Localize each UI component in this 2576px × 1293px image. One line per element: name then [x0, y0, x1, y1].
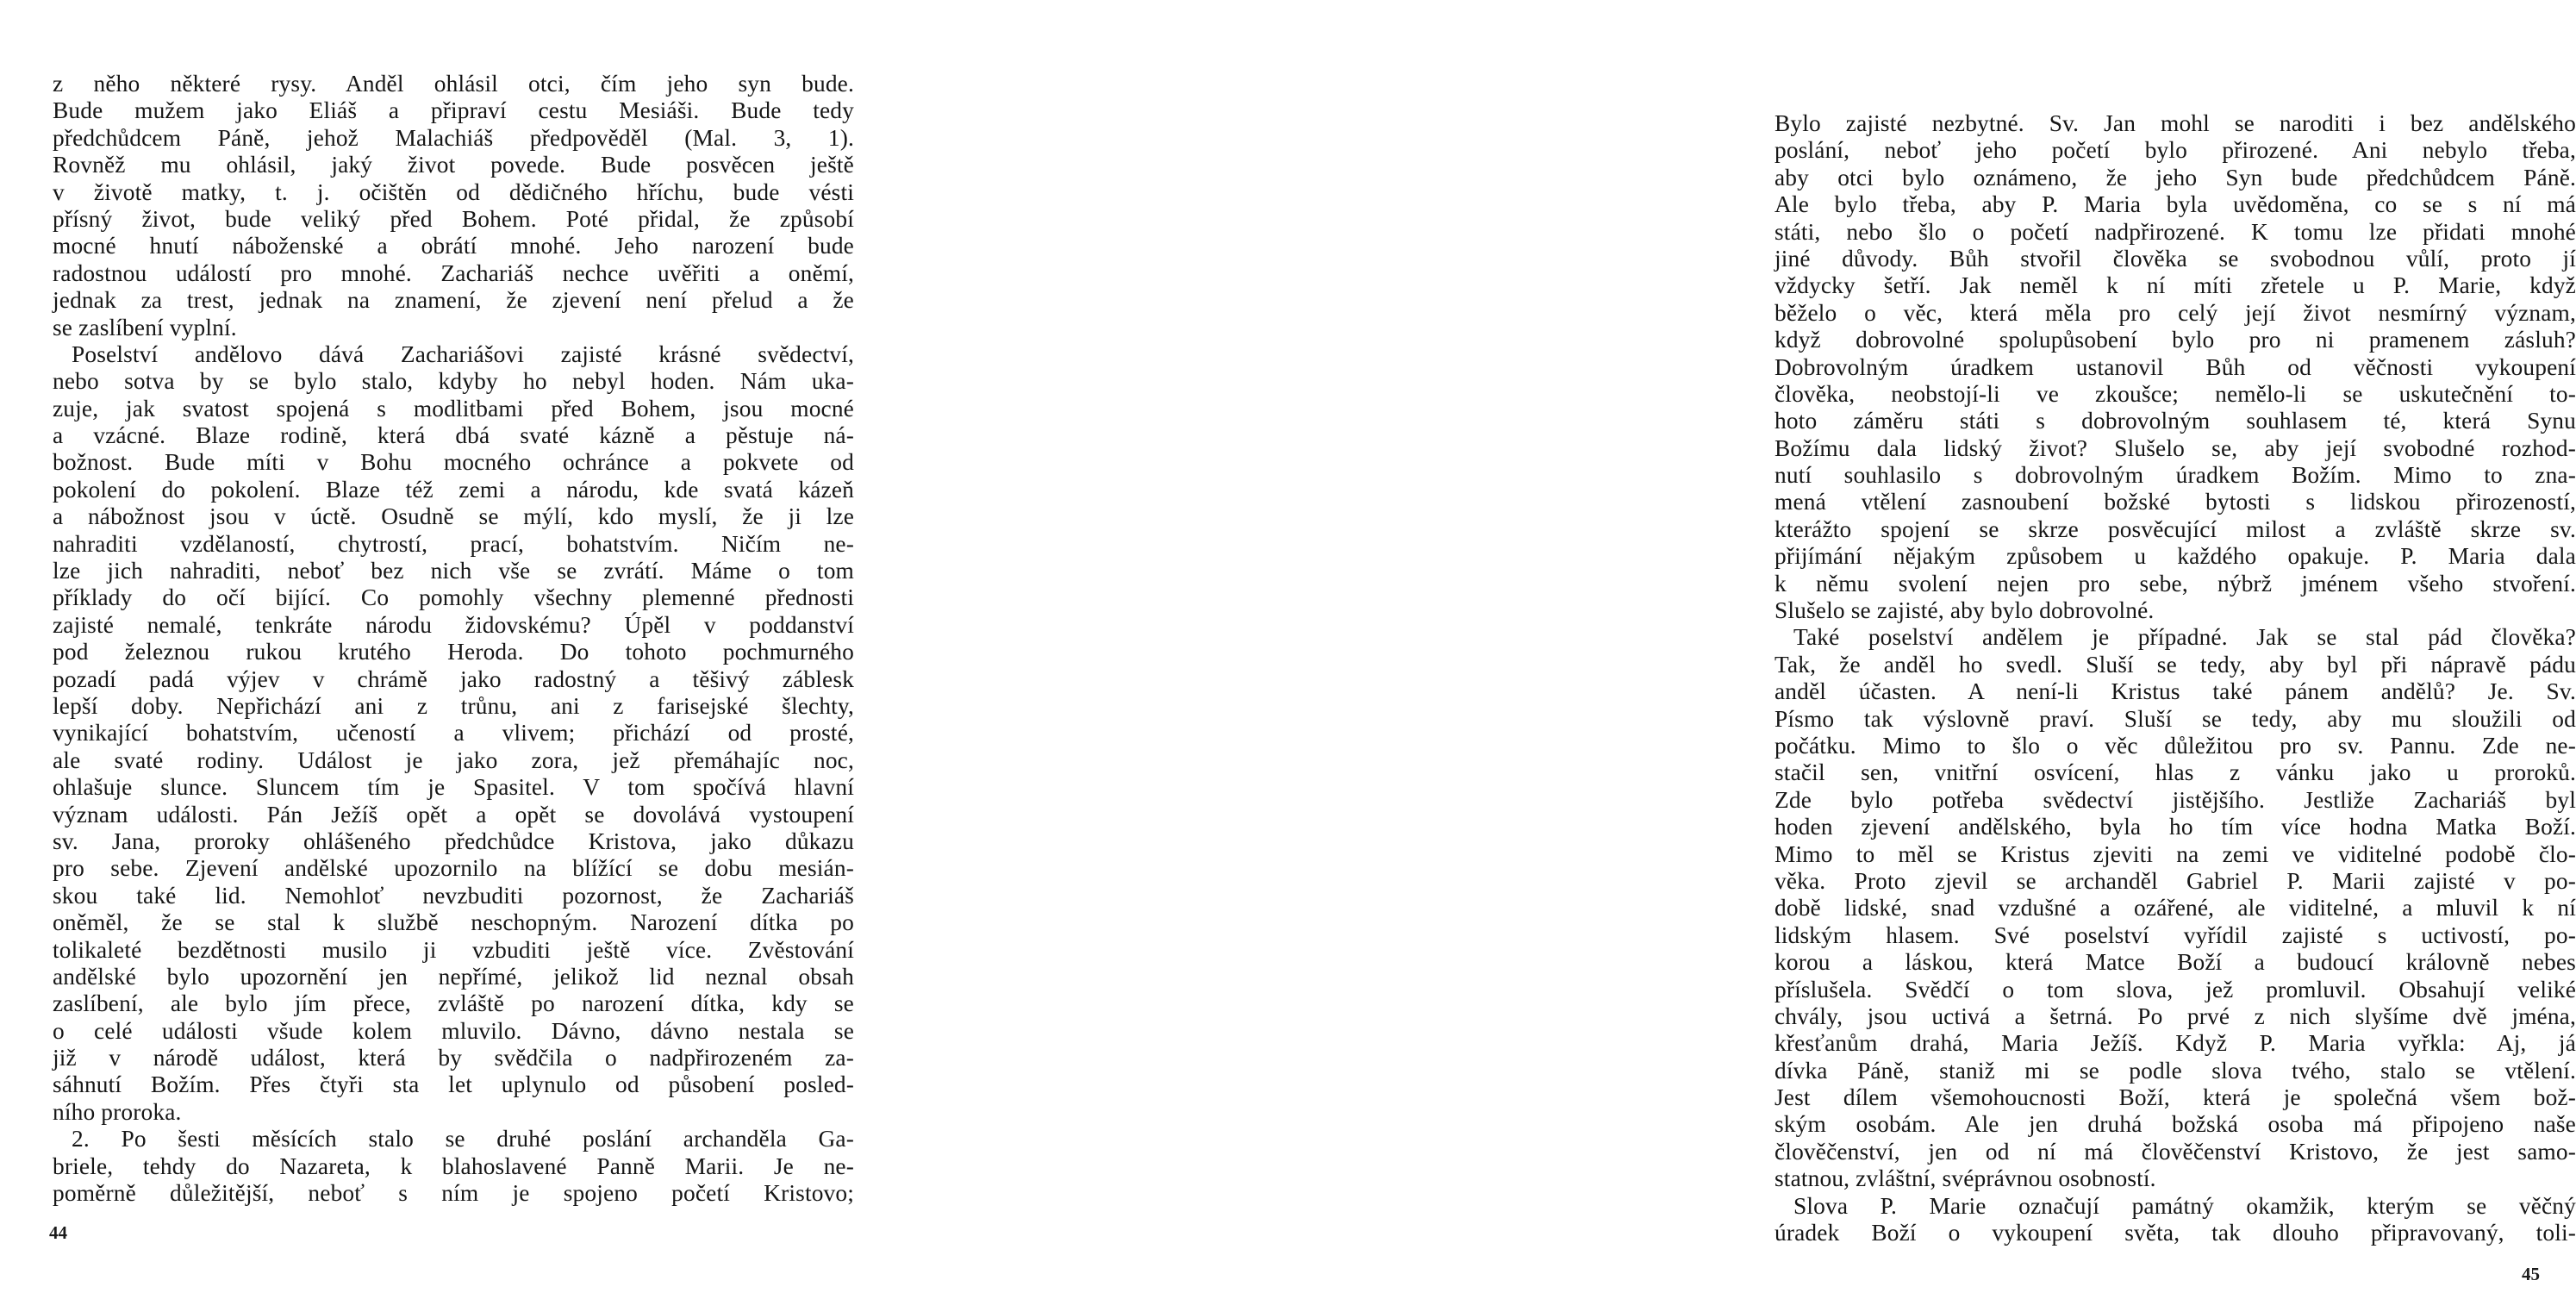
text-line: Božímu dala lidský život? Slušelo se, aby její svobodné rozhod-: [1775, 434, 2576, 461]
text-line: státi, nebo šlo o početí nadpřirozené. K tomu lze přidati mnohé: [1775, 218, 2576, 245]
text-line: mocné hnutí náboženské a obrátí mnohé. Jeho narození bude: [53, 233, 854, 259]
text-line: pro sebe. Zjevení andělské upozornilo na blížící se dobu mesián-: [53, 855, 854, 882]
text-line: vynikající bohatstvím, učeností a vlivem; přichází od prosté,: [53, 720, 854, 746]
text-line: ale svaté rodiny. Událost je jako zora, jež přemáhajíc noc,: [53, 746, 854, 773]
text-line: z něho některé rysy. Anděl ohlásil otci, čím jeho syn bude.: [53, 71, 854, 97]
text-line: lepší doby. Nepřichází ani z trůnu, ani z farisejské šlechty,: [53, 692, 854, 719]
text-line: Bylo zajisté nezbytné. Sv. Jan mohl se naroditi i bez andělského: [1775, 110, 2576, 136]
text-line: ohlašuje slunce. Sluncem tím je Spasitel. V tom spočívá hlavní: [53, 774, 854, 801]
page-number: 44: [49, 1222, 67, 1243]
text-line: aby otci bylo oznámeno, že jeho Syn bude předchůdcem Páně.: [1775, 164, 2576, 191]
text-line: pokolení do pokolení. Blaze též zemi a národu, kde svatá kázeň: [53, 476, 854, 503]
text-line: hoden zjevení andělského, byla ho tím více hodna Matka Boží.: [1775, 814, 2576, 840]
text-line: briele, tehdy do Nazareta, k blahoslavené Panně Marii. Je ne-: [53, 1152, 854, 1179]
text-line: o celé události všude kolem mluvilo. Dávno, dávno nestala se: [53, 1017, 854, 1044]
text-line: stačil sen, vnitřní osvícení, hlas z vánku jako u proroků.: [1775, 759, 2576, 786]
text-line: hoto záměru státi s dobrovolným souhlasem té, která Synu: [1775, 408, 2576, 434]
text-line: význam události. Pán Ježíš opět a opět se dovolává vystoupení: [53, 801, 854, 828]
text-line: anděl účasten. A není-li Kristus také pánem andělů? Je. Sv.: [1775, 678, 2576, 705]
text-line: člověčenství, jen od ní má člověčenství Kristovo, že jest samo-: [1775, 1138, 2576, 1165]
text-line: ským osobám. Ale jen druhá božská osoba má připojeno naše: [1775, 1111, 2576, 1138]
text-line: úradek Boží o vykoupení světa, tak dlouho připravovaný, toli-: [1775, 1220, 2576, 1246]
text-line: andělské bylo upozornění jen nepřímé, jelikož lid neznal obsah: [53, 963, 854, 990]
text-line: pod železnou rukou krutého Heroda. Do tohoto pochmurného: [53, 639, 854, 665]
text-line: tolikaleté bezdětnosti musilo ji vzbuditi ještě více. Zvěstování: [53, 936, 854, 963]
paragraph-start-line: 2. Po šesti měsících stalo se druhé poslání archanděla Ga-: [72, 1126, 854, 1152]
text-line: kterážto spojení se skrze posvěcující milost a zvláště skrze sv.: [1775, 515, 2576, 542]
text-line: křesťanům drahá, Maria Ježíš. Když P. Maria vyřkla: Aj, já: [1775, 1030, 2576, 1057]
text-line: radostnou událostí pro mnohé. Zachariáš nechce uvěřiti a oněmí,: [53, 259, 854, 286]
paragraph-start-line: Poselství andělovo dává Zachariášovi zajisté krásné svědectví,: [72, 340, 854, 367]
text-line: době lidské, snad vzdušné a ozářené, ale viditelné, a mluvil k ní: [1775, 895, 2576, 921]
text-line: Ale bylo třeba, aby P. Maria byla uvědoměna, co se s ní má: [1775, 191, 2576, 218]
text-line: sáhnutí Božím. Přes čtyři sta let uplynulo od působení posled-: [53, 1071, 854, 1098]
text-line: přijímání nějakým způsobem u každého opakuje. P. Maria dala: [1775, 543, 2576, 570]
text-line: pozadí padá výjev v chrámě jako radostný a těšivý záblesk: [53, 665, 854, 692]
text-line: v životě matky, t. j. očištěn od dědičného hříchu, bude vésti: [53, 178, 854, 205]
text-line: nahraditi vzdělaností, chytrostí, prací, bohatstvím. Ničím ne-: [53, 530, 854, 557]
text-line: zuje, jak svatost spojená s modlitbami před Bohem, jsou mocné: [53, 395, 854, 422]
text-line: oněměl, že se stal k službě neschopným. Narození dítka po: [53, 909, 854, 936]
text-line: příslušela. Svědčí o tom slova, jež promluvil. Obsahují veliké: [1775, 976, 2576, 1003]
text-line: zaslíbení, ale bylo jím přece, zvláště po narození dítka, kdy se: [53, 990, 854, 1017]
text-line: dívka Páně, staniž mi se podle slova tvého, stalo se vtělení.: [1775, 1057, 2576, 1084]
text-line: chvály, jsou uctivá a šetrná. Po prvé z nich slyšíme dvě jména,: [1775, 1003, 2576, 1029]
text-line: Slušelo se zajisté, aby bylo dobrovolné.: [1775, 597, 2155, 624]
text-line: Dobrovolným úradkem ustanovil Bůh od věčnosti vykoupení: [1775, 353, 2576, 380]
text-line: Rovněž mu ohlásil, jaký život povede. Bude posvěcen ještě: [53, 152, 854, 178]
text-line: Tak, že anděl ho svedl. Sluší se tedy, aby byl při nápravě pádu: [1775, 651, 2576, 678]
text-line: člověka, neobstojí-li ve zkoušce; nemělo-li se uskutečnění to-: [1775, 380, 2576, 407]
text-line: a vzácné. Blaze rodině, která dbá svaté kázně a pěstuje ná-: [53, 422, 854, 449]
text-line: poslání, neboť jeho početí bylo přirozené. Ani nebylo třeba,: [1775, 137, 2576, 164]
text-line: nutí souhlasilo s dobrovolným úradkem Božím. Mimo to zna-: [1775, 462, 2576, 489]
text-line: přísný život, bude veliký před Bohem. Poté přidal, že způsobí: [53, 205, 854, 232]
text-line: již v národě událost, která by svědčila o nadpřirozeném za-: [53, 1045, 854, 1071]
text-line: mená vtělení zasnoubení božské bytosti s lidskou přirozeností,: [1775, 489, 2576, 515]
left-text-column: [53, 71, 854, 1207]
text-line: zajisté nemalé, tenkráte národu židovskému? Úpěl v poddanství: [53, 611, 854, 638]
text-line: věka. Proto zjevil se archanděl Gabriel P. Marii zajisté v po-: [1775, 867, 2576, 894]
text-line: poměrně důležitější, neboť s ním je spojeno početí Kristovo;: [53, 1180, 854, 1207]
text-line: Jest dílem všemohoucnosti Boží, která je společná všem bož-: [1775, 1084, 2576, 1111]
text-line: božnost. Bude míti v Bohu mocného ochránce a pokvete od: [53, 449, 854, 476]
text-line: jednak za trest, jednak na znamení, že zjevení není přelud a že: [53, 287, 854, 314]
text-line: příklady do očí bijící. Co pomohly všechny plemenné přednosti: [53, 584, 854, 611]
text-line: a nábožnost jsou v úctě. Osudně se mýlí, kdo myslí, že ji lze: [53, 503, 854, 530]
paragraph-start-line: Slova P. Marie označují památný okamžik, kterým se věčný: [1793, 1192, 2576, 1219]
text-line: lze jich nahraditi, neboť bez nich vše se zvrátí. Máme o tom: [53, 558, 854, 584]
text-line: běželo o věc, která měla pro celý její život nesmírný význam,: [1775, 299, 2576, 326]
text-line: lidským hlasem. Své poselství vyřídil zajisté s uctivostí, po-: [1775, 921, 2576, 948]
left-page: [0, 0, 860, 1293]
text-line: Písmo tak výslovně praví. Sluší se tedy, aby mu sloužili od: [1775, 705, 2576, 732]
text-line: se zaslíbení vyplní.: [53, 314, 237, 340]
text-line: skou také lid. Nemohloť nevzbuditi pozornost, že Zachariáš: [53, 882, 854, 909]
text-line: předchůdcem Páně, jehož Malachiáš předpověděl (Mal. 3, 1).: [53, 124, 854, 151]
text-line: nebo sotva by se bylo stalo, kdyby ho nebyl hoden. Nám uka-: [53, 368, 854, 395]
text-line: Mimo to měl se Kristus zjeviti na zemi ve viditelné podobě člo-: [1775, 840, 2576, 867]
text-line: Bude mužem jako Eliáš a připraví cestu Mesiáši. Bude tedy: [53, 97, 854, 124]
text-line: sv. Jana, proroky ohlášeného předchůdce Kristova, jako důkazu: [53, 828, 854, 854]
page-number: 45: [2522, 1264, 2540, 1284]
paragraph-start-line: Také poselství andělem je případné. Jak se stal pád člověka?: [1793, 624, 2576, 651]
text-line: ního proroka.: [53, 1098, 182, 1125]
text-line: Zde bylo potřeba svědectví jistějšího. Jestliže Zachariáš byl: [1775, 786, 2576, 813]
text-line: statnou, zvláštní, svéprávnou osobností.: [1775, 1165, 2156, 1192]
text-line: korou a láskou, která Matce Boží a budoucí královně nebes: [1775, 949, 2576, 976]
text-line: jiné důvody. Bůh stvořil člověka se svobodnou vůlí, proto jí: [1775, 245, 2576, 272]
right-page: [860, 0, 2576, 1293]
right-text-column: [1775, 110, 2576, 1246]
text-line: k němu svolení nejen pro sebe, nýbrž jménem všeho stvoření.: [1775, 570, 2576, 597]
text-line: vždycky šetří. Jak neměl k ní míti zřetele u P. Marie, když: [1775, 272, 2576, 299]
text-line: počátku. Mimo to šlo o věc důležitou pro sv. Pannu. Zde ne-: [1775, 732, 2576, 759]
text-line: když dobrovolné spolupůsobení bylo pro ni pramenem zásluh?: [1775, 327, 2576, 353]
